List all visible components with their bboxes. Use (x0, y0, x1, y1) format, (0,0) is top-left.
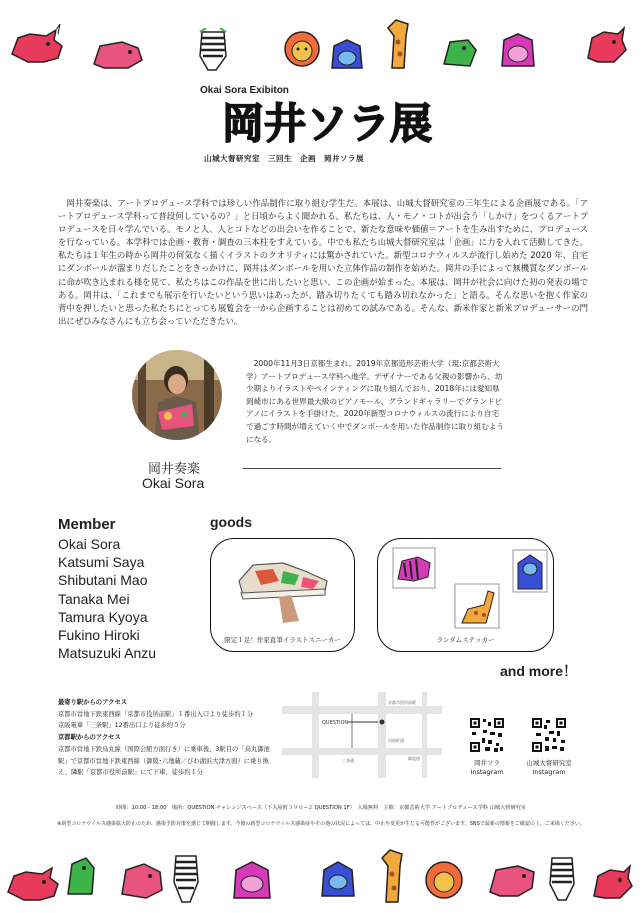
rhino-icon-2 (584, 24, 628, 68)
access-heading: 京都駅からのアクセス (58, 734, 121, 742)
member-name: Tamura Kyoya (58, 608, 148, 625)
elephant-icon-2 (488, 864, 536, 898)
qr-label-line: Instagram (532, 768, 566, 776)
qr-code-instagram-lab[interactable] (530, 716, 568, 754)
goods-item-sneaker (210, 538, 355, 652)
member-name: Okai Sora (58, 536, 121, 552)
artist-name-jp: 岡井奏楽 (148, 462, 201, 477)
bird-icon (64, 854, 98, 898)
qr-label-line: 岡井ソラ (474, 759, 500, 767)
artist-photo (132, 350, 222, 440)
bird-icon (440, 36, 480, 70)
artist-name-en: Okai Sora (142, 475, 205, 491)
map-label-street: 河原町通 (388, 738, 404, 743)
lion-icon (424, 860, 464, 900)
member-name: Katsumi Saya (58, 554, 145, 571)
animal-border-bottom (0, 846, 642, 908)
intro-paragraph: 岡井奏楽は、アートプロデュース学科では珍しい作品制作に取り組む学生だ。本展は、山城大督研究室の三年生による企画展である。「アートプロデュース学科って普段何しているの？」と日頃からよく聞かれる。私たちは、人・モノ・コトが出会う「しかけ」をつくるアートプロデュースを日々学んでいる。モノと人、人とコトなどの出会いを作ることで、新たな意味や価値＝アートを生み出すために、プロデュースを行なっている。本学科では企画・教育・調査の三本柱をすえている。中でも私たち山城大督研究室は「企画」に力を入れて活動してきた。私たちは１年生の時から岡井の何気なく描くイラストのクオリティには驚かされていた。新型コロナウィルスが流行し始めた 2020 年、自宅にダンボールが溜まりだしたことをきっかけに、岡井はダンボールを用いた立体作品の制作を始めた。岡井の手によって無機質なダンボールに命が吹き込まれる様を見て、私たちはこの作品を世に出したいと思い、この企画が始まった。本展は、岡井が社会に向けた初の発表の場である。岡井は、「これまでも展示を行いたいという思いはあったが、踏み切りたくても踏み切れなかった」と語る。そんな思いを抱く作家の背中を押したいと思った私たちにとっても展覧会を一から企画することは初めての試みである。そんな、新米作家と新米プロデューサーの門出にぜひみなさんにも立ち会っていただきたい。 (58, 198, 588, 326)
goods-caption: 限定１足！作家直筆イラストスニーカー (224, 636, 341, 644)
gorilla-icon (328, 38, 366, 72)
giraffe-icon (384, 18, 414, 70)
giraffe-sticker-image (454, 583, 500, 629)
giraffe-icon (378, 848, 408, 904)
qr-label-lab (513, 759, 585, 777)
gorilla-icon-2 (498, 32, 538, 70)
map-label-station: 京都市役所前駅 (388, 700, 416, 705)
rhino-icon (8, 24, 66, 68)
rhino-icon (4, 862, 62, 906)
exhibition-subtitle-en: Okai Sora Exibiton (200, 85, 289, 96)
member-list (58, 535, 156, 662)
access-info (58, 697, 278, 779)
zebra-icon-2 (546, 854, 578, 902)
map-label-street: 三条通 (342, 758, 354, 763)
member-name: Tanaka Mei (58, 590, 130, 607)
exhibition-subtitle-jp: 山城大督研究室 三回生 企画 岡井ソラ展 (204, 154, 364, 163)
qr-label-line: 山城大督研究室 (526, 759, 572, 767)
access-line: 京都市営地下鉄東西線「京都市役所前駅」１番出入口より徒歩約１分 (58, 710, 254, 718)
access-heading: 最寄り駅からのアクセス (58, 699, 128, 706)
zebra-icon (196, 28, 230, 72)
map-label-street: 御池通 (408, 756, 420, 761)
qr-code-instagram-okai[interactable] (468, 716, 506, 754)
goods-item-sticker (377, 538, 554, 652)
qr-label-okai (459, 759, 515, 777)
and-more-text: and more！ (500, 663, 578, 679)
divider (243, 468, 501, 469)
lion-icon (282, 30, 322, 68)
map-label-question: QUESTION (322, 720, 349, 726)
elephant-icon (120, 860, 164, 900)
gorilla-sticker-image (512, 549, 548, 593)
gorilla-icon-2 (318, 860, 358, 900)
event-info: 時間：10:00 - 18:00 場所：QUESTION チャレンジスペース（下丸屋町３９０−２ QUESTION 1F） 入場無料 主催：京都芸術大学 アートプロデュース学科 山城大督研究室 (115, 805, 527, 811)
access-map (282, 692, 442, 778)
qr-label-line: Instagram (470, 768, 504, 776)
goods-caption: ランダムステッカー (436, 636, 495, 644)
artist-bio: 2000年11月3日京都生まれ。2019年京都造形芸術大学（現:京都芸術大学）アートプロデュース学科へ進学。デザイナーである父親の影響から、幼少期よりイラストやペインティングに取り組んでおり、2018年には愛知県岡崎市にある世界最大級のピアノモール、グランドギャラリーでグランドピアノにイラストを手掛けた。2020年新型コロナウィルスの流行により自宅で過ごす時間が増えていく中でダンボールを用いた作品制作に取り組むようになる。 (246, 359, 505, 444)
member-title: Member (58, 516, 116, 533)
elephant-icon (92, 40, 144, 70)
logo-text: 岡井ソラ展 (221, 99, 433, 147)
member-name: Matsuzuki Anzu (58, 645, 157, 662)
sneaker-image (233, 551, 333, 623)
exhibition-logo (196, 97, 458, 147)
access-line: 京都市営地下鉄烏丸線（国際会館方面行き）に乗車後、3駅目の「烏丸御池駅」で京都市営地下鉄東西線（御陵･六地蔵／びわ湖浜大津方面）に乗り換え、隣駅「京都市役所前駅」にて下車、徒歩約１分 (58, 745, 270, 777)
zebra-sticker-image (392, 547, 436, 589)
goods-title: goods (210, 514, 252, 530)
member-name: Shibutani Mao (58, 572, 148, 589)
member-name: Fukino Hiroki (58, 627, 140, 644)
gorilla-icon (230, 860, 274, 900)
access-line: 京阪電車「三条駅」12番出口より徒歩約５分 (58, 722, 186, 730)
covid-notice: ※新型コロナウイルス感染拡大防止のため、感染予防対策を講じて開催します。今後の新型コロナウイルス感染症やその他の状況によっては、中止や変更が生じる可能性がございます。SNSで最新の情報をご確認の上、ご来場ください。 (57, 821, 585, 827)
animal-border-top (0, 10, 642, 72)
zebra-icon (170, 852, 202, 904)
rhino-icon-2 (590, 864, 636, 902)
